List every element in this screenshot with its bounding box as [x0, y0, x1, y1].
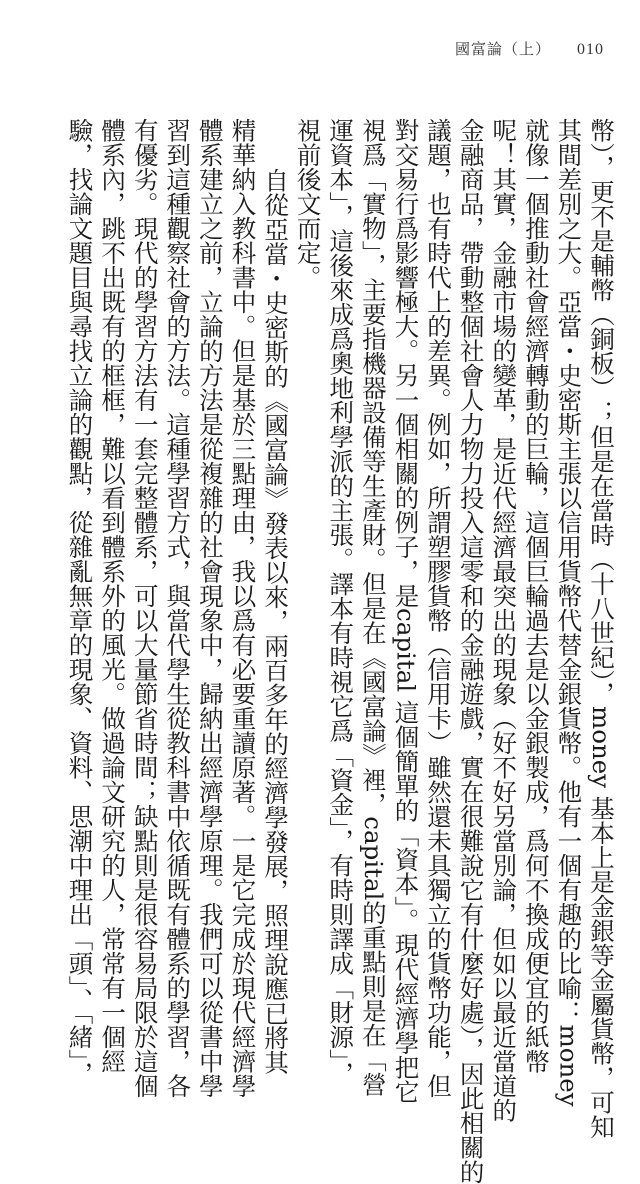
text-column: 視爲「實物」，主要指機器設備等生產財。但是在《國富論》裡，capital的重點則是在「營: [358, 118, 388, 1097]
text-column: 自從亞當・史密斯的《國富論》發表以來，兩百多年的經濟學發展，照理說應已將其: [261, 168, 291, 1075]
page-number: 010: [577, 41, 605, 58]
text-column: 體系內，跳不出既有的框框，難以看到體系外的風光。做過論文研究的人，常常有一個經: [98, 118, 128, 1074]
text-column: 幣），更不是輔幣（銅板）；但是在當時（十八世紀），money 基本上是金銀等金屬貨幣，可知: [587, 118, 616, 1139]
text-column: 有優劣。現代的學習方法有一套完整體系，可以大量節省時間；缺點則是很容易局限於這個: [130, 118, 160, 1098]
text-column: 運資本」，這後來成爲奧地利學派的主張。譯本有時視它爲「資金」，有時則譯成「財源」，: [326, 118, 356, 1086]
text-column: 議題，也有時代上的差異。例如，所謂塑膠貨幣（信用卡）雖然還未具獨立的貨幣功能，但: [424, 118, 454, 1098]
running-head: [455, 38, 604, 59]
text-column: 其間差別之大。亞當・史密斯主張以信用貨幣代替金銀貨幣。他有一個有趣的比喻：money: [554, 118, 584, 1107]
text-column: 體系建立之前，立論的方法是從複雜的社會現象中，歸納出經濟學原理。我們可以從書中學: [195, 118, 225, 1098]
text-column: 驗，找論文題目與尋找立論的觀點，從雜亂無章的現象、資料、思潮中理出「頭」、「緒」，: [65, 118, 95, 1086]
text-column: 金融商品，帶動整個社會人力物力投入這零和的金融遊戲，實在很難說它有什麼好處），因此相關的: [456, 118, 486, 1184]
body-text: [65, 118, 616, 1184]
text-column: 習到這種觀察社會的方法。這種學習方式，與當代學生從教科書中依循既有體系的學習，各: [163, 118, 193, 1098]
text-column: 就像一個推動社會經濟轉動的巨輪，這個巨輪過去是以金銀製成，爲何不換成便宜的紙幣: [521, 118, 551, 1074]
book-title: 國富論（上）: [455, 40, 552, 58]
text-column: 對交易行爲影響極大。另一個相關的例子，是capital 這個簡單的「資本」。現代經濟學把它: [391, 118, 421, 1105]
text-column: 精華納入教科書中。但是基於三點理由，我以爲有必要重讀原著。一是它完成於現代經濟學: [228, 118, 258, 1098]
text-column: 呢！其實，金融市場的變革，是近代經濟最突出的現象（好不好另當別論，但如以最近當道的: [489, 118, 519, 1123]
text-column: 視前後文而定。: [293, 118, 323, 290]
